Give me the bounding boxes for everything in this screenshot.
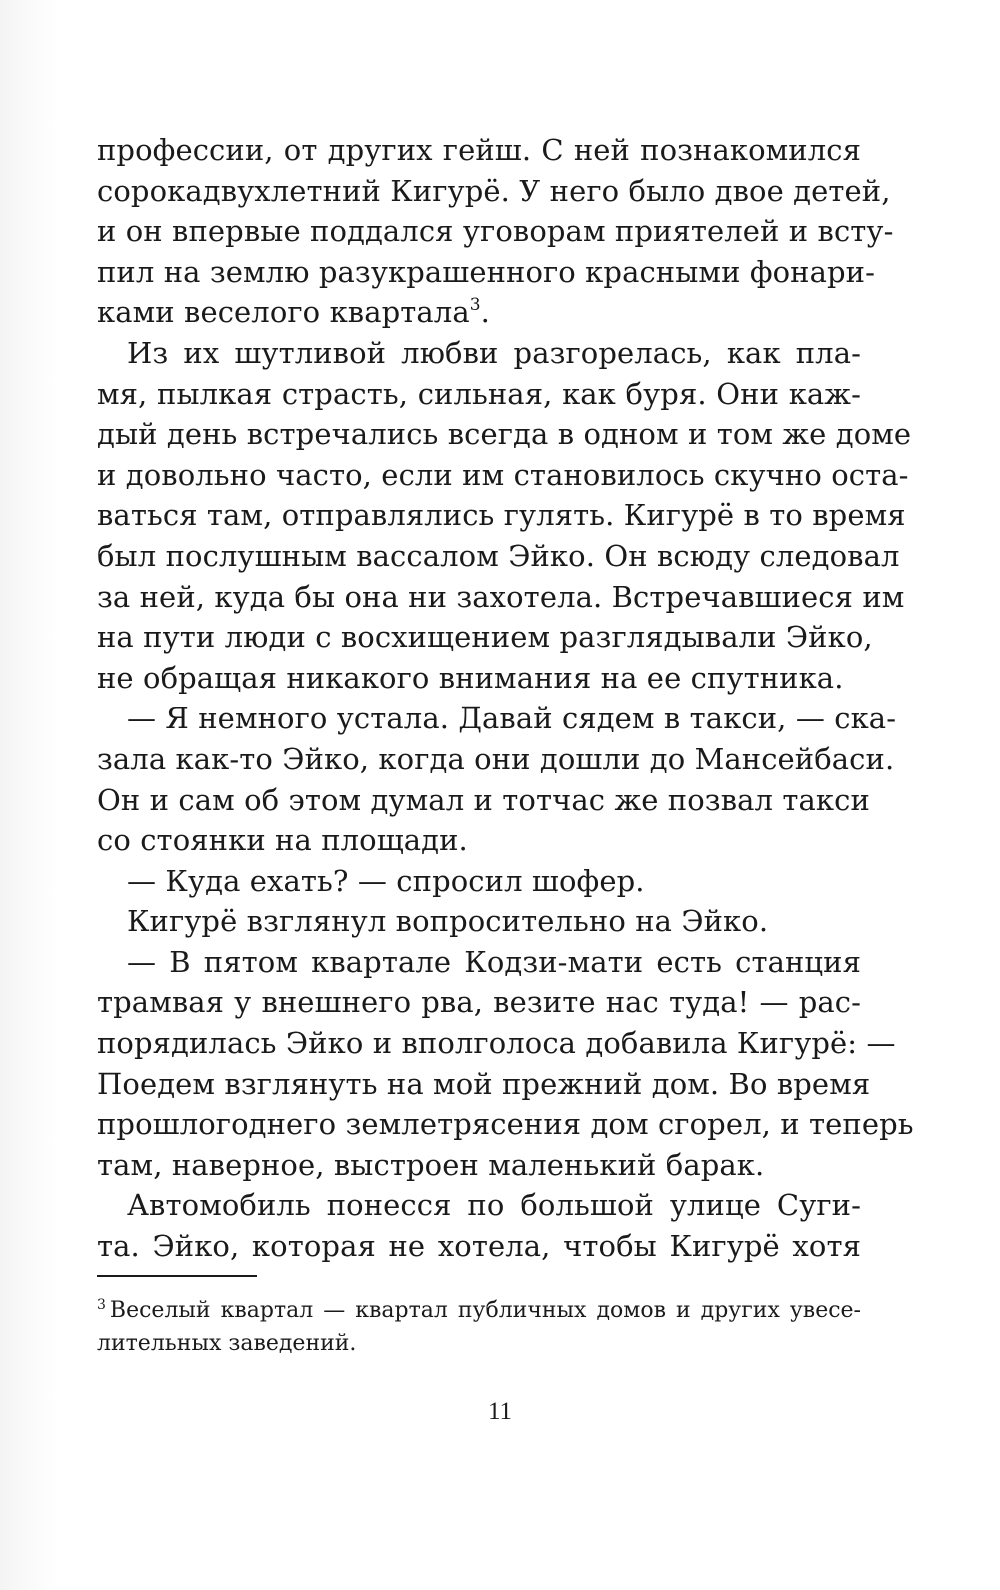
footnote-line: лительных заведений. xyxy=(97,1331,357,1356)
text-line: дый день встречались всегда в одном и том же доме xyxy=(97,417,912,452)
text-line: там, наверное, выстроен маленький барак. xyxy=(97,1147,765,1182)
text-line: и он впервые поддался уговорам приятелей и всту- xyxy=(97,214,894,249)
text-line: ками веселого квартала xyxy=(97,295,470,330)
text-line: сорокадвухлетний Кигурё. У него было двое детей, xyxy=(97,173,891,208)
text-line-with-footnote xyxy=(97,292,861,333)
text-line: был послушным вассалом Эйко. Он всюду следовал xyxy=(97,538,900,573)
text-line: ваться там, отправлялись гулять. Кигурё в то время xyxy=(97,498,906,533)
text-line: и довольно часто, если им становилось скучно оста- xyxy=(97,457,909,492)
sentence-period: . xyxy=(480,295,490,330)
text-line: за ней, куда бы она ни захотела. Встречавшиеся им xyxy=(97,579,905,614)
dialogue-line: — Куда ехать? — спросил шофер. xyxy=(127,863,645,898)
text-line: не обращая никакого внимания на ее спутника. xyxy=(97,660,844,695)
text-line: пил на землю разукрашенного красными фонари- xyxy=(97,254,875,289)
text-line: зала как-то Эйко, когда они дошли до Мансейбаси. xyxy=(97,741,895,776)
page-number: 11 xyxy=(487,1398,513,1425)
paragraph-start-line: Автомобиль понесся по большой улице Суги- xyxy=(127,1188,861,1223)
text-line: Он и сам об этом думал и тотчас же позвал такси xyxy=(97,782,870,817)
text-line: мя, пылкая страсть, сильная, как буря. Они каж- xyxy=(97,376,861,411)
footnotes xyxy=(97,1294,861,1360)
paragraph-start-line: Кигурё взглянул вопросительно на Эйко. xyxy=(127,904,769,939)
text-line: трамвая у внешнего рва, везите нас туда! — рас- xyxy=(97,985,861,1020)
text-line: профессии, от других гейш. С ней познакомился xyxy=(97,133,861,167)
text-line: та. Эйко, которая не хотела, чтобы Кигурё хотя xyxy=(97,1229,861,1264)
body-text xyxy=(97,130,914,1267)
page-edge-shadow xyxy=(0,0,58,1590)
text-line: прошлогоднего землетрясения дом сгорел, и теперь xyxy=(97,1107,914,1142)
dialogue-line: — В пятом квартале Кодзи-мати есть станция xyxy=(127,944,861,979)
text-line: Поедем взглянуть на мой прежний дом. Во время xyxy=(97,1066,871,1101)
footnote-divider xyxy=(97,1275,257,1277)
dialogue-line: — Я немного устала. Давай сядем в такси, — ска- xyxy=(127,701,897,736)
text-line: со стоянки на площади. xyxy=(97,823,468,858)
footnote-reference[interactable]: 3 xyxy=(469,295,481,316)
footnote-marker: 3 xyxy=(97,1297,106,1313)
footnote-text: Веселый квартал — квартал публичных домов и других увесе- xyxy=(109,1298,861,1323)
text-line: на пути люди с восхищением разглядывали Эйко, xyxy=(97,620,873,655)
paragraph-start-line: Из их шутливой любви разгорелась, как пла- xyxy=(127,335,861,370)
text-line: порядилась Эйко и вполголоса добавила Кигурё: — xyxy=(97,1026,896,1061)
footnote-line xyxy=(97,1294,861,1327)
